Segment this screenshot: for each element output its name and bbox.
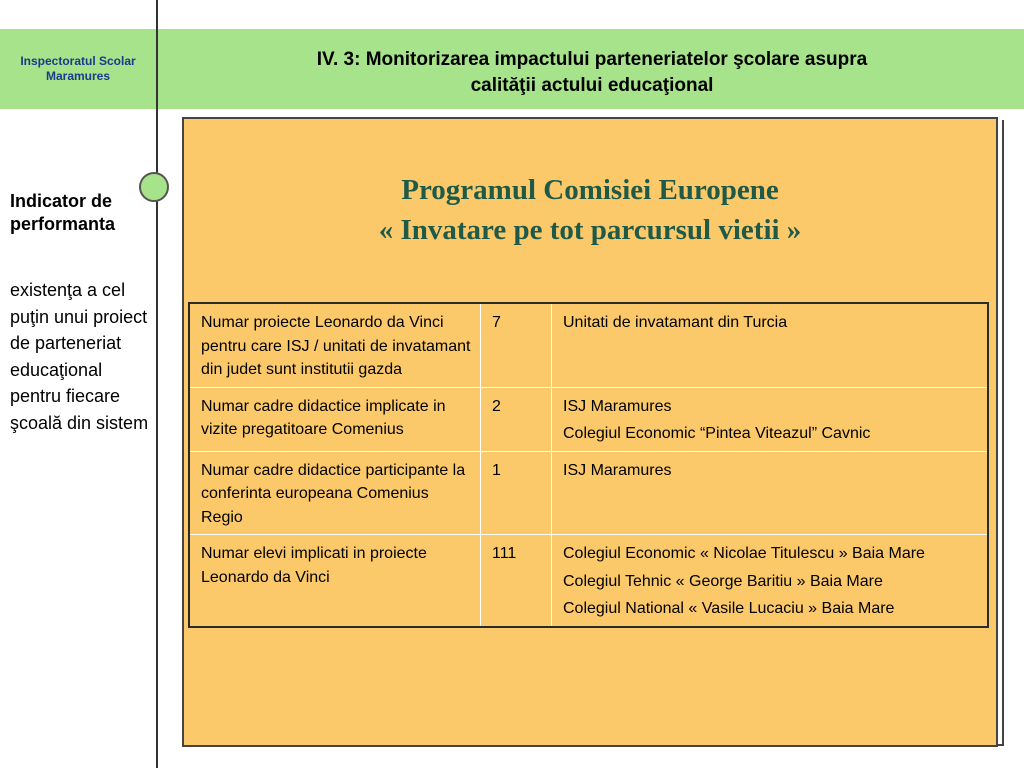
institution-name: Colegiul Tehnic « George Baritiu » Baia Mare [563,572,883,590]
institution-name: ISJ Maramures [563,397,672,415]
vertical-divider [156,0,158,768]
indicator-heading: Indicator de performanta [10,191,116,234]
program-title-line: Programul Comisiei Europene [401,174,779,206]
institution-name: Colegiul Economic « Nicolae Titulescu » Baia Mare [563,545,925,562]
statistics-table [188,302,989,628]
row-description: Numar cadre didactice participante la conferinta europeana Comenius Regio [189,451,481,535]
table-row [189,451,988,535]
row-value: 2 [481,387,552,451]
table-row [189,387,988,451]
organization-name [0,29,156,109]
program-title-line: « Invatare pe tot parcursul vietii » [378,214,802,246]
organization-name-line: Maramures [45,69,111,83]
table-row [189,535,988,627]
institution-name: Colegiul National « Vasile Lucaciu » Baia Mare [563,600,895,617]
organization-name-line: Inspectoratul Scolar [20,54,136,68]
slide-title [160,47,1024,99]
institution-name: Colegiul Economic “Pintea Viteazul” Cavnic [563,425,871,442]
program-title [182,170,998,250]
slide-title-line: IV. 3: Monitorizarea impactului parteneriatelor şcolare asupra [316,49,868,70]
row-description: Numar proiecte Leonardo da Vinci pentru care ISJ / unitati de invatamant din judet sunt institutii gazda [189,303,481,387]
row-description: Numar elevi implicati in proiecte Leonardo da Vinci [189,535,481,627]
indicator-text: existenţa a cel puţin unui proiect de parteneriat educaţional pentru fiecare şcoală din sistem [10,280,149,433]
row-description: Numar cadre didactice implicate in vizite pregatitoare Comenius [189,387,481,451]
institution-name: ISJ Maramures [563,461,672,479]
slide-title-line: calităţii actului educaţional [470,75,714,96]
table-row [189,303,988,387]
row-institutions [552,303,989,387]
institution-name: Unitati de invatamant din Turcia [563,314,788,331]
row-institutions [552,451,989,535]
row-institutions [552,535,989,627]
row-value: 111 [481,535,552,627]
row-value: 7 [481,303,552,387]
row-institutions [552,387,989,451]
row-value: 1 [481,451,552,535]
